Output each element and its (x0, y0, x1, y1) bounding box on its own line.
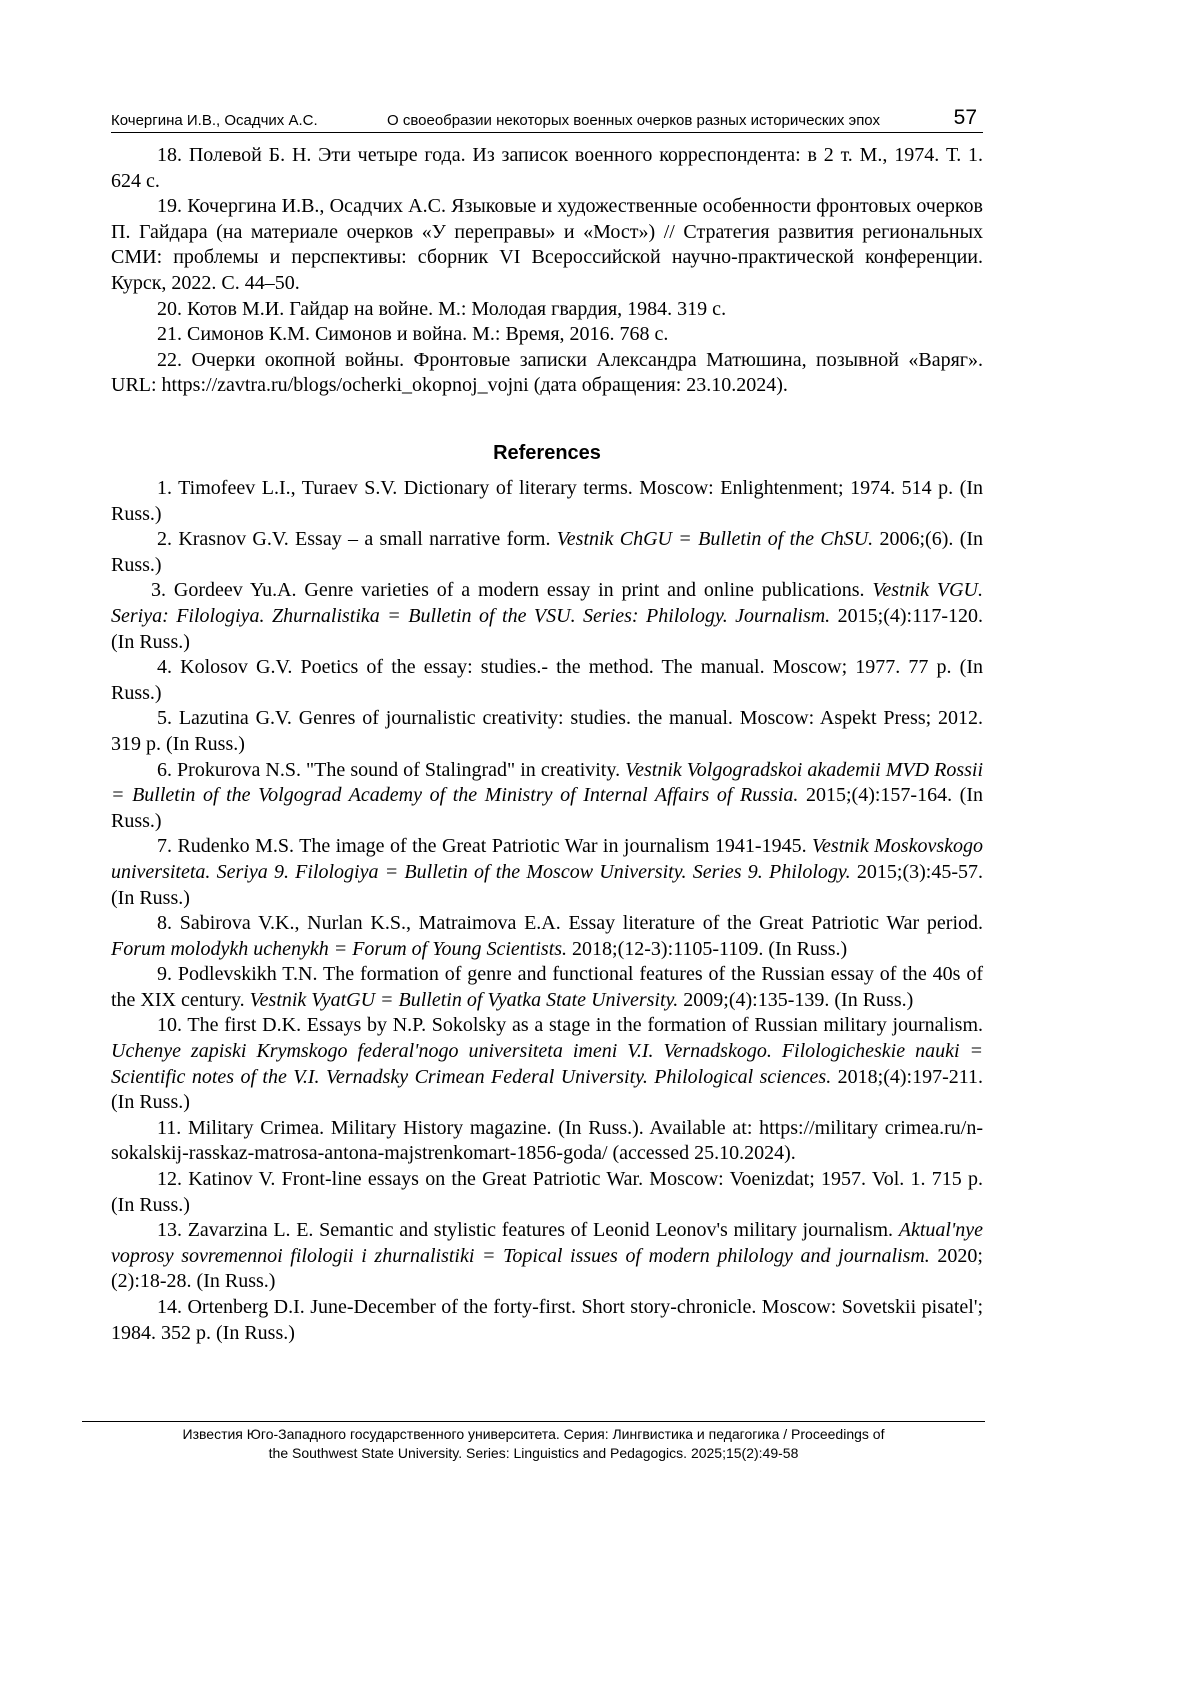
reference-entry: 9. Podlevskikh T.N. The formation of genre and functional features of the Russian essay of the 40s of the XIX century. Vestnik VyatGU = Bulletin of Vyatka State University. 2009;(4):135-139. (In Russ.) (111, 963, 983, 1011)
reference-entry: 14. Ortenberg D.I. June-December of the forty-first. Short story-chronicle. Moscow: Sovetskii pisatel'; 1984. 352 p. (In Russ.) (111, 1296, 984, 1344)
footer-line-1: Известия Юго-Западного государственного университета. Серия: Лингвистика и педагогика / Proceedings of (182, 1426, 885, 1442)
footer-line-2: the Southwest State University. Series: Linguistics and Pedagogics. 2025;15(2):49-58 (268, 1444, 799, 1461)
reference-entry: 18. Полевой Б. Н. Эти четыре года. Из записок военного корреспондента: в 2 т. М., 1974. Т. 1. 624 с. (111, 144, 984, 192)
references-heading: References (493, 442, 601, 464)
reference-entry: 10. The first D.K. Essays by N.P. Sokolsky as a stage in the formation of Russian military journalism. Uchenye zapiski Krymskogo federal'nogo universiteta imeni V.I. Vernadskogo. Filologicheskie nauki = Scientific notes of the V.I. Vernadsky Crimean Federal University. Philological sciences. 2018;(4):197-211. (In Russ.) (111, 1014, 984, 1114)
reference-entry: 19. Кочергина И.В., Осадчих А.С. Языковые и художественные особенности фронтовых очерков П. Гайдара (на материале очерков «У переправы» и «Мост») // Стратегия развития региональных СМИ: проблемы и перспективы: сборник VI Всероссийской научно-практической конференции. Курск, 2022. С. 44–50. (111, 195, 983, 294)
reference-entry: 13. Zavarzina L. E. Semantic and stylistic features of Leonid Leonov's military journalism. Aktual'nye voprosy sovremennoi filologii i zhurnalistiki = Topical issues of modern philology and journalism. 2020;(2):18-28. (In Russ.) (111, 1219, 983, 1293)
reference-entry: 12. Katinov V. Front-line essays on the Great Patriotic War. Moscow: Voenizdat; 1957. Vol. 1. 715 p. (In Russ.) (111, 1168, 983, 1216)
reference-entry: 1. Timofeev L.I., Turaev S.V. Dictionary of literary terms. Moscow: Enlightenment; 1974. 514 p. (In Russ.) (111, 477, 983, 525)
footer-divider (82, 1421, 985, 1422)
running-header (111, 106, 983, 133)
reference-entry: 5. Lazutina G.V. Genres of journalistic creativity: studies. the manual. Moscow: Aspekt Press; 2012. 319 p. (In Russ.) (111, 707, 984, 755)
reference-entry: 22. Очерки окопной войны. Фронтовые записки Александра Матюшина, позывной «Варяг». URL: https://zavtra.ru/blogs/ocherki_okopnoj_vojni (дата обращения: 23.10.2024). (111, 348, 984, 397)
english-reference-list (111, 476, 983, 1346)
reference-entry: 11. Military Crimea. Military History magazine. (In Russ.). Available at: https://military crimea.ru/n-sokalskij-rasskaz-matrosa-antona-majstrenkomart-1856-goda/ (accessed 25.10.2024). (111, 1116, 983, 1165)
header-article-title: О своеобразии некоторых военных очерков разных исторических эпох (387, 112, 880, 129)
reference-entry: 21. Симонов К.М. Симонов и война. М.: Время, 2016. 768 с. (157, 323, 669, 346)
header-authors: Кочергина И.В., Осадчих А.С. (111, 112, 318, 129)
russian-reference-list (111, 143, 983, 399)
page-number: 57 (953, 106, 977, 129)
reference-entry: 4. Kolosov G.V. Poetics of the essay: studies.- the method. The manual. Moscow; 1977. 77 p. (In Russ.) (111, 656, 984, 704)
reference-entry: 6. Prokurova N.S. "The sound of Stalingrad" in creativity. Vestnik Volgogradskoi akademii MVD Rossii = Bulletin of the Volgograd Academy of the Ministry of Internal Affairs of Russia. 2015;(4):157-164. (In Russ.) (111, 758, 984, 832)
reference-entry: 2. Krasnov G.V. Essay – a small narrative form. Vestnik ChGU = Bulletin of the ChSU. 2006;(6). (In Russ.) (111, 528, 984, 576)
reference-entry: 8. Sabirova V.K., Nurlan K.S., Matraimova E.A. Essay literature of the Great Patriotic War period. Forum molodykh uchenykh = Forum of Young Scientists. 2018;(12-3):1105-1109. (In Russ.) (111, 912, 984, 960)
reference-entry: 7. Rudenko M.S. The image of the Great Patriotic War in journalism 1941-1945. Vestnik Moskovskogo universiteta. Seriya 9. Filologiya = Bulletin of the Moscow University. Series 9. Philology. 2015;(3):45-57. (In Russ.) (111, 835, 984, 909)
reference-entry: 3. Gordeev Yu.A. Genre varieties of a modern essay in print and online publications. Vestnik VGU. Seriya: Filologiya. Zhurnalistika = Bulletin of the VSU. Series: Philology. Journalism. 2015;(4):117-120. (In Russ.) (111, 579, 984, 653)
journal-footer (82, 1425, 985, 1462)
reference-entry: 20. Котов М.И. Гайдар на войне. М.: Молодая гвардия, 1984. 319 с. (157, 297, 727, 320)
